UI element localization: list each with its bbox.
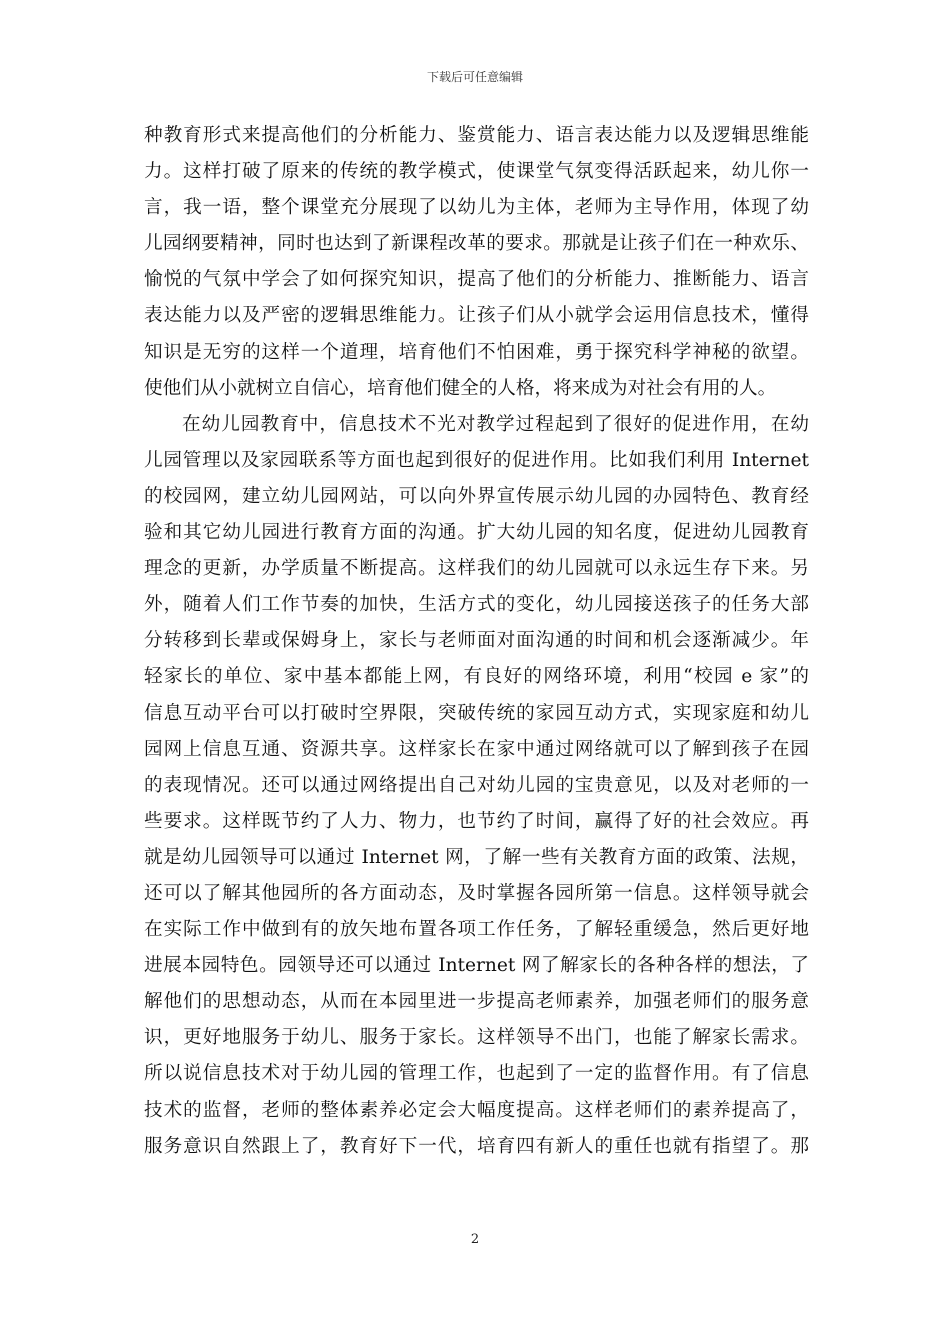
page-number: 2 (470, 1232, 480, 1247)
text-line: 在实际工作中做到有的放矢地布置各项工作任务，了解轻重缓急，然后更好地 (144, 919, 809, 941)
text-line: 服务意识自然跟上了，教育好下一代，培育四有新人的重任也就有指望了。那 (144, 1135, 809, 1157)
text-line: 分转移到长辈或保姆身上，家长与老师面对面沟通的时间和机会逐渐减少。年 (144, 630, 809, 652)
text-line: 力。这样打破了原来的传统的教学模式，使课堂气氛变得活跃起来，幼儿你一 (144, 161, 809, 183)
text-line: 识，更好地服务于幼儿、服务于家长。这样领导不出门，也能了解家长需求。 (144, 1027, 809, 1049)
text-line: 理念的更新，办学质量不断提高。这样我们的幼儿园就可以永远生存下来。另 (144, 558, 809, 580)
text-line: 轻家长的单位、家中基本都能上网，有良好的网络环境，利用“校园 e 家”的 (144, 666, 809, 688)
text-line: 技术的监督，老师的整体素养必定会大幅度提高。这样老师们的素养提高了， (144, 1099, 809, 1121)
text-line: 信息互动平台可以打破时空界限，突破传统的家园互动方式，实现家庭和幼儿 (144, 702, 809, 724)
text-line: 儿园管理以及家园联系等方面也起到很好的促进作用。比如我们利用 Internet (144, 449, 809, 471)
body-text (144, 118, 809, 1165)
text-line: 所以说信息技术对于幼儿园的管理工作，也起到了一定的监督作用。有了信息 (144, 1063, 809, 1085)
text-line: 进展本园特色。园领导还可以通过 Internet 网了解家长的各种各样的想法，了 (144, 955, 809, 977)
text-line: 儿园纲要精神，同时也达到了新课程改革的要求。那就是让孩子们在一种欢乐、 (144, 233, 809, 255)
text-line: 表达能力以及严密的逻辑思维能力。让孩子们从小就学会运用信息技术，懂得 (144, 305, 809, 327)
text-line: 使他们从小就树立自信心，培育他们健全的人格，将来成为对社会有用的人。 (144, 377, 777, 399)
text-line: 就是幼儿园领导可以通过 Internet 网，了解一些有关教育方面的政策、法规， (144, 846, 809, 868)
text-line: 知识是无穷的这样一个道理，培育他们不怕困难，勇于探究科学神秘的欲望。 (144, 341, 809, 363)
paragraph-start-line: 在幼儿园教育中，信息技术不光对教学过程起到了很好的促进作用，在幼 (182, 413, 809, 435)
text-line: 的校园网，建立幼儿园网站，可以向外界宣传展示幼儿园的办园特色、教育经 (144, 485, 809, 507)
text-line: 些要求。这样既节约了人力、物力，也节约了时间，赢得了好的社会效应。再 (144, 810, 809, 832)
text-line: 愉悦的气氛中学会了如何探究知识，提高了他们的分析能力、推断能力、语言 (144, 269, 809, 291)
text-line: 还可以了解其他园所的各方面动态，及时掌握各园所第一信息。这样领导就会 (144, 882, 809, 904)
text-line: 外，随着人们工作节奏的加快，生活方式的变化，幼儿园接送孩子的任务大部 (144, 594, 809, 616)
text-line: 园网上信息互通、资源共享。这样家长在家中通过网络就可以了解到孩子在园 (144, 738, 809, 760)
text-line: 言，我一语，整个课堂充分展现了以幼儿为主体，老师为主导作用，体现了幼 (144, 197, 809, 219)
text-line: 种教育形式来提高他们的分析能力、鉴赏能力、语言表达能力以及逻辑思维能 (144, 125, 809, 146)
page-header: 下载后可任意编辑 (426, 70, 523, 84)
text-line: 验和其它幼儿园进行教育方面的沟通。扩大幼儿园的知名度，促进幼儿园教育 (144, 522, 809, 544)
text-line: 的表现情况。还可以通过网络提出自己对幼儿园的宝贵意见，以及对老师的一 (144, 774, 809, 796)
text-line: 解他们的思想动态，从而在本园里进一步提高老师素养，加强老师们的服务意 (144, 991, 809, 1013)
